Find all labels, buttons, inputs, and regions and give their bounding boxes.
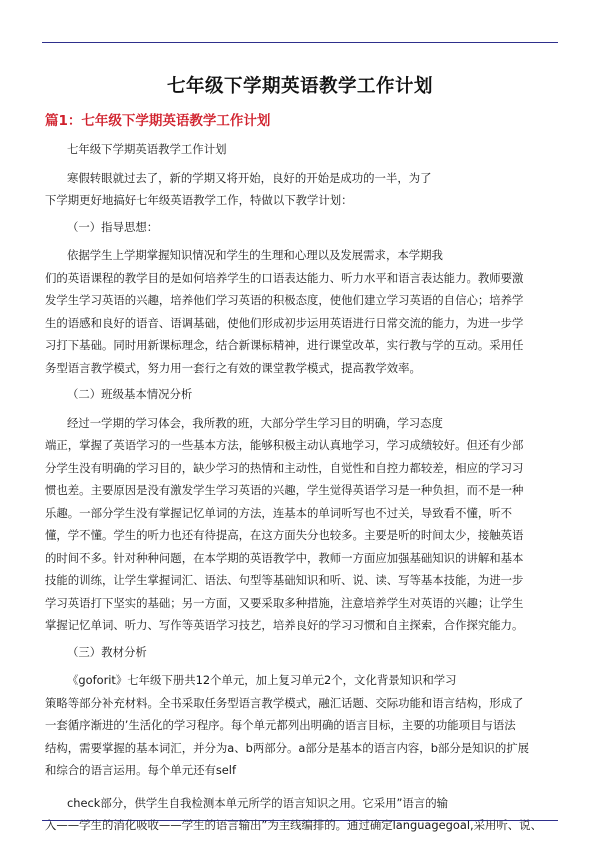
text-line: 一套循序渐进的’生活化的学习程序。每个单元都列出明确的语言目标，主要的功能项目与语法 (45, 718, 516, 732)
text-line: 们的英语课程的教学目的是如何培养学生的口语表达能力、听力水平和语言表达能力。教师要激 (45, 270, 524, 285)
text-line: 端正，掌握了英语学习的一些基本方法，能够积极主动认真地学习，学习成绩较好。但还有少部 (45, 438, 524, 452)
page-title: 七年级下学期英语教学工作计划 (166, 76, 433, 97)
text-line: 发学生学习英语的兴趣，培养他们学习英语的积极态度，使他们建立学习英语的自信心；培养学 (45, 293, 524, 307)
text-line: 分学生没有明确的学习目的，缺少学习的热情和主动性，自觉性和自控力都较差，相应的学习习 (45, 460, 524, 475)
text-line: 乐趣。一部分学生没有掌握记忆单词的方法，连基本的单词听写也不过关，导致看不懂，听不 (45, 505, 513, 520)
paragraph-self-check (45, 792, 555, 837)
paragraph-textbook-analysis (45, 669, 555, 782)
text-line: 和综合的语言运用。每个单元还有self (45, 763, 236, 777)
text-line: 《goforit》七年级下册共12个单元，加上复习单元2个，文化背景知识和学习 (67, 673, 457, 687)
text-line: 下学期更好地搞好七年级英语教学工作，特做以下教学计划： (45, 193, 353, 207)
intro-paragraph (45, 167, 555, 212)
text-line: 惯也差。主要原因是没有激发学生学习英语的兴趣，学生觉得英语学习是一种负担，而不是一种 (45, 483, 524, 497)
text-line: 结构，需要掌握的基本词汇，并分为a、b两部分。a部分是基本的语言内容，b部分是知识的扩展 (45, 740, 530, 755)
paragraph-class-analysis (45, 412, 555, 637)
subtitle: 七年级下学期英语教学工作计划 (67, 142, 227, 156)
text-line: 依据学生上学期掌握知识情况和学生的生理和心理以及发展需求，本学期我 (67, 248, 443, 262)
text-line: 的时间不多。针对种种问题，在本学期的英语教学中，教师一方面应加强基础知识的讲解和基本 (45, 550, 524, 565)
document-body (45, 74, 555, 841)
text-line: 生的语感和良好的语音、语调基础，使他们形成初步运用英语进行日常交流的能力，为进一步学 (45, 315, 524, 330)
text-line: 入——学生的消化吸收——学生的语言输出”为主线编排的。通过确定languagegoal,采用听、说、 (45, 818, 542, 832)
heading-textbook-analysis: （三）教材分析 (67, 644, 147, 659)
section-title: 篇1：七年级下学期英语教学工作计划 (45, 113, 271, 129)
text-line: 技能的训练，让学生掌握词汇、语法、句型等基础知识和听、说、读、写等基本技能，为进一步 (45, 573, 524, 587)
text-line: 懂，学不懂。学生的听力也还有待提高，在这方面失分也较多。主要是听的时间太少，接触英语 (45, 528, 524, 542)
heading-guiding-thought: （一）指导思想： (67, 219, 159, 234)
text-line: 经过一学期的学习体会，我所教的班，大部分学生学习目的明确，学习态度 (67, 415, 443, 430)
text-line: check部分，供学生自我检测本单元所学的语言知识之用。它采用”语言的输 (67, 795, 448, 810)
heading-class-analysis: （二）班级基本情况分析 (67, 387, 193, 401)
bottom-rule (42, 820, 558, 821)
text-line: 习打下基础。同时用新课标理念，结合新课标精神，进行课堂改革，实行教与学的互动。采用任 (45, 338, 524, 352)
text-line: 掌握记忆单词、听力、写作等英语学习技艺，培养良好的学习习惯和自主探索，合作探究能力。 (45, 618, 524, 632)
top-rule (42, 42, 558, 43)
text-line: 策略等部分补充材料。全书采取任务型语言教学模式，融汇话题、交际功能和语言结构，形成了 (45, 695, 524, 710)
text-line: 学习英语打下坚实的基础；另一方面，又要采取多种措施，注意培养学生对英语的兴趣；让学生 (45, 595, 524, 610)
paragraph-guiding-thought (45, 244, 555, 379)
text-line: 务型语言教学模式，努力用一套行之有效的课堂教学模式，提高教学效率。 (45, 360, 421, 375)
text-line: 寒假转眼就过去了，新的学期又将开始，良好的开始是成功的一半，为了 (67, 170, 432, 185)
